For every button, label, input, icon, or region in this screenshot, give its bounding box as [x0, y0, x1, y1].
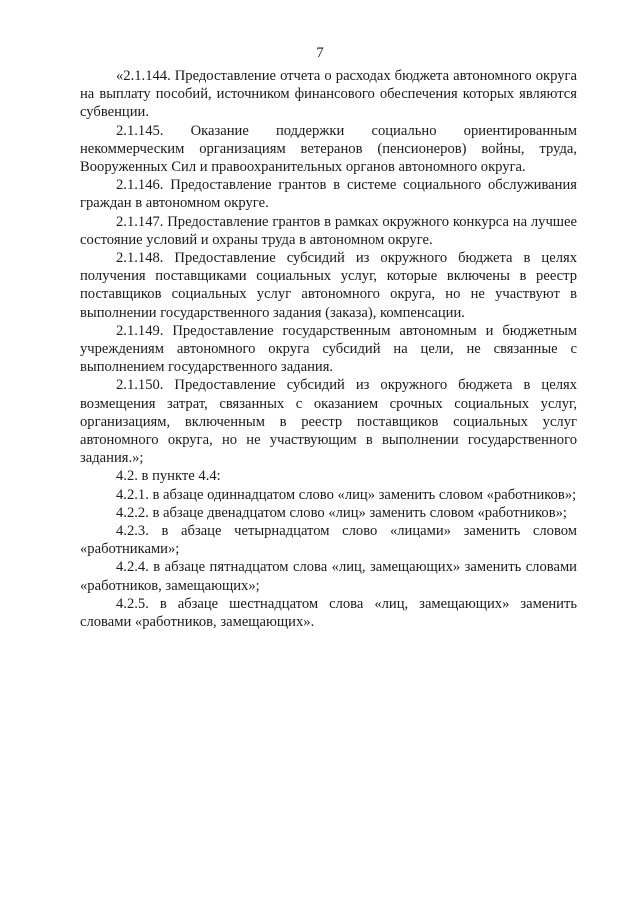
- paragraph-4-2-5: 4.2.5. в абзаце шестнадцатом слова «лиц, замещающих» заменить словами «работников, замещающих».: [80, 595, 577, 631]
- paragraph-2-1-147: 2.1.147. Предоставление грантов в рамках окружного конкурса на лучшее состояние условий и охраны труда в автономном округе.: [80, 213, 577, 248]
- paragraph-4-2-3: 4.2.3. в абзаце четырнадцатом слово «лицами» заменить словом «работниками»;: [80, 523, 577, 558]
- paragraph-2-1-150: 2.1.150. Предоставление субсидий из окружного бюджета в целях возмещения затрат, связанных с оказанием срочных социальных услуг, организациям, включенным в реестр поставщиков социальных услуг автономного округа, но не участвующим в выполнении государственного задания.»;: [80, 377, 577, 467]
- paragraph-2-1-148: 2.1.148. Предоставление субсидий из окружного бюджета в целях получения поставщиками социальных услуг, которые включены в реестр поставщиков социальных услуг автономного округа, но не участвуют в выполнении государственного задания (заказа), компенсации.: [80, 250, 577, 321]
- paragraph-2-1-144: «2.1.144. Предоставление отчета о расходах бюджета автономного округа на выплату пособий, источником финансового обеспечения которых являются субвенции.: [80, 68, 577, 121]
- paragraph-2-1-145: 2.1.145. Оказание поддержки социально ориентированным некоммерческим организациям ветеранов (пенсионеров) войны, труда, Вооруженных Сил и правоохранительных органов автономного округа.: [80, 122, 577, 176]
- paragraph-2-1-149: 2.1.149. Предоставление государственным автономным и бюджетным учреждениям автономного округа субсидий на цели, не связанные с выполнением государственного задания.: [80, 322, 577, 376]
- paragraph-4-2-2: 4.2.2. в абзаце двенадцатом слово «лиц» заменить словом «работников»;: [116, 504, 567, 521]
- paragraph-4-2-4: 4.2.4. в абзаце пятнадцатом слова «лиц, замещающих» заменить словами «работников, замещающих»;: [80, 559, 577, 594]
- paragraph-4-2-1: 4.2.1. в абзаце одиннадцатом слово «лиц» заменить словом «работников»;: [116, 486, 577, 503]
- document-body: [80, 67, 577, 631]
- page-number: 7: [316, 45, 324, 61]
- paragraph-4-2: 4.2. в пункте 4.4:: [116, 468, 221, 485]
- paragraph-2-1-146: 2.1.146. Предоставление грантов в системе социального обслуживания граждан в автономном округе.: [80, 177, 577, 212]
